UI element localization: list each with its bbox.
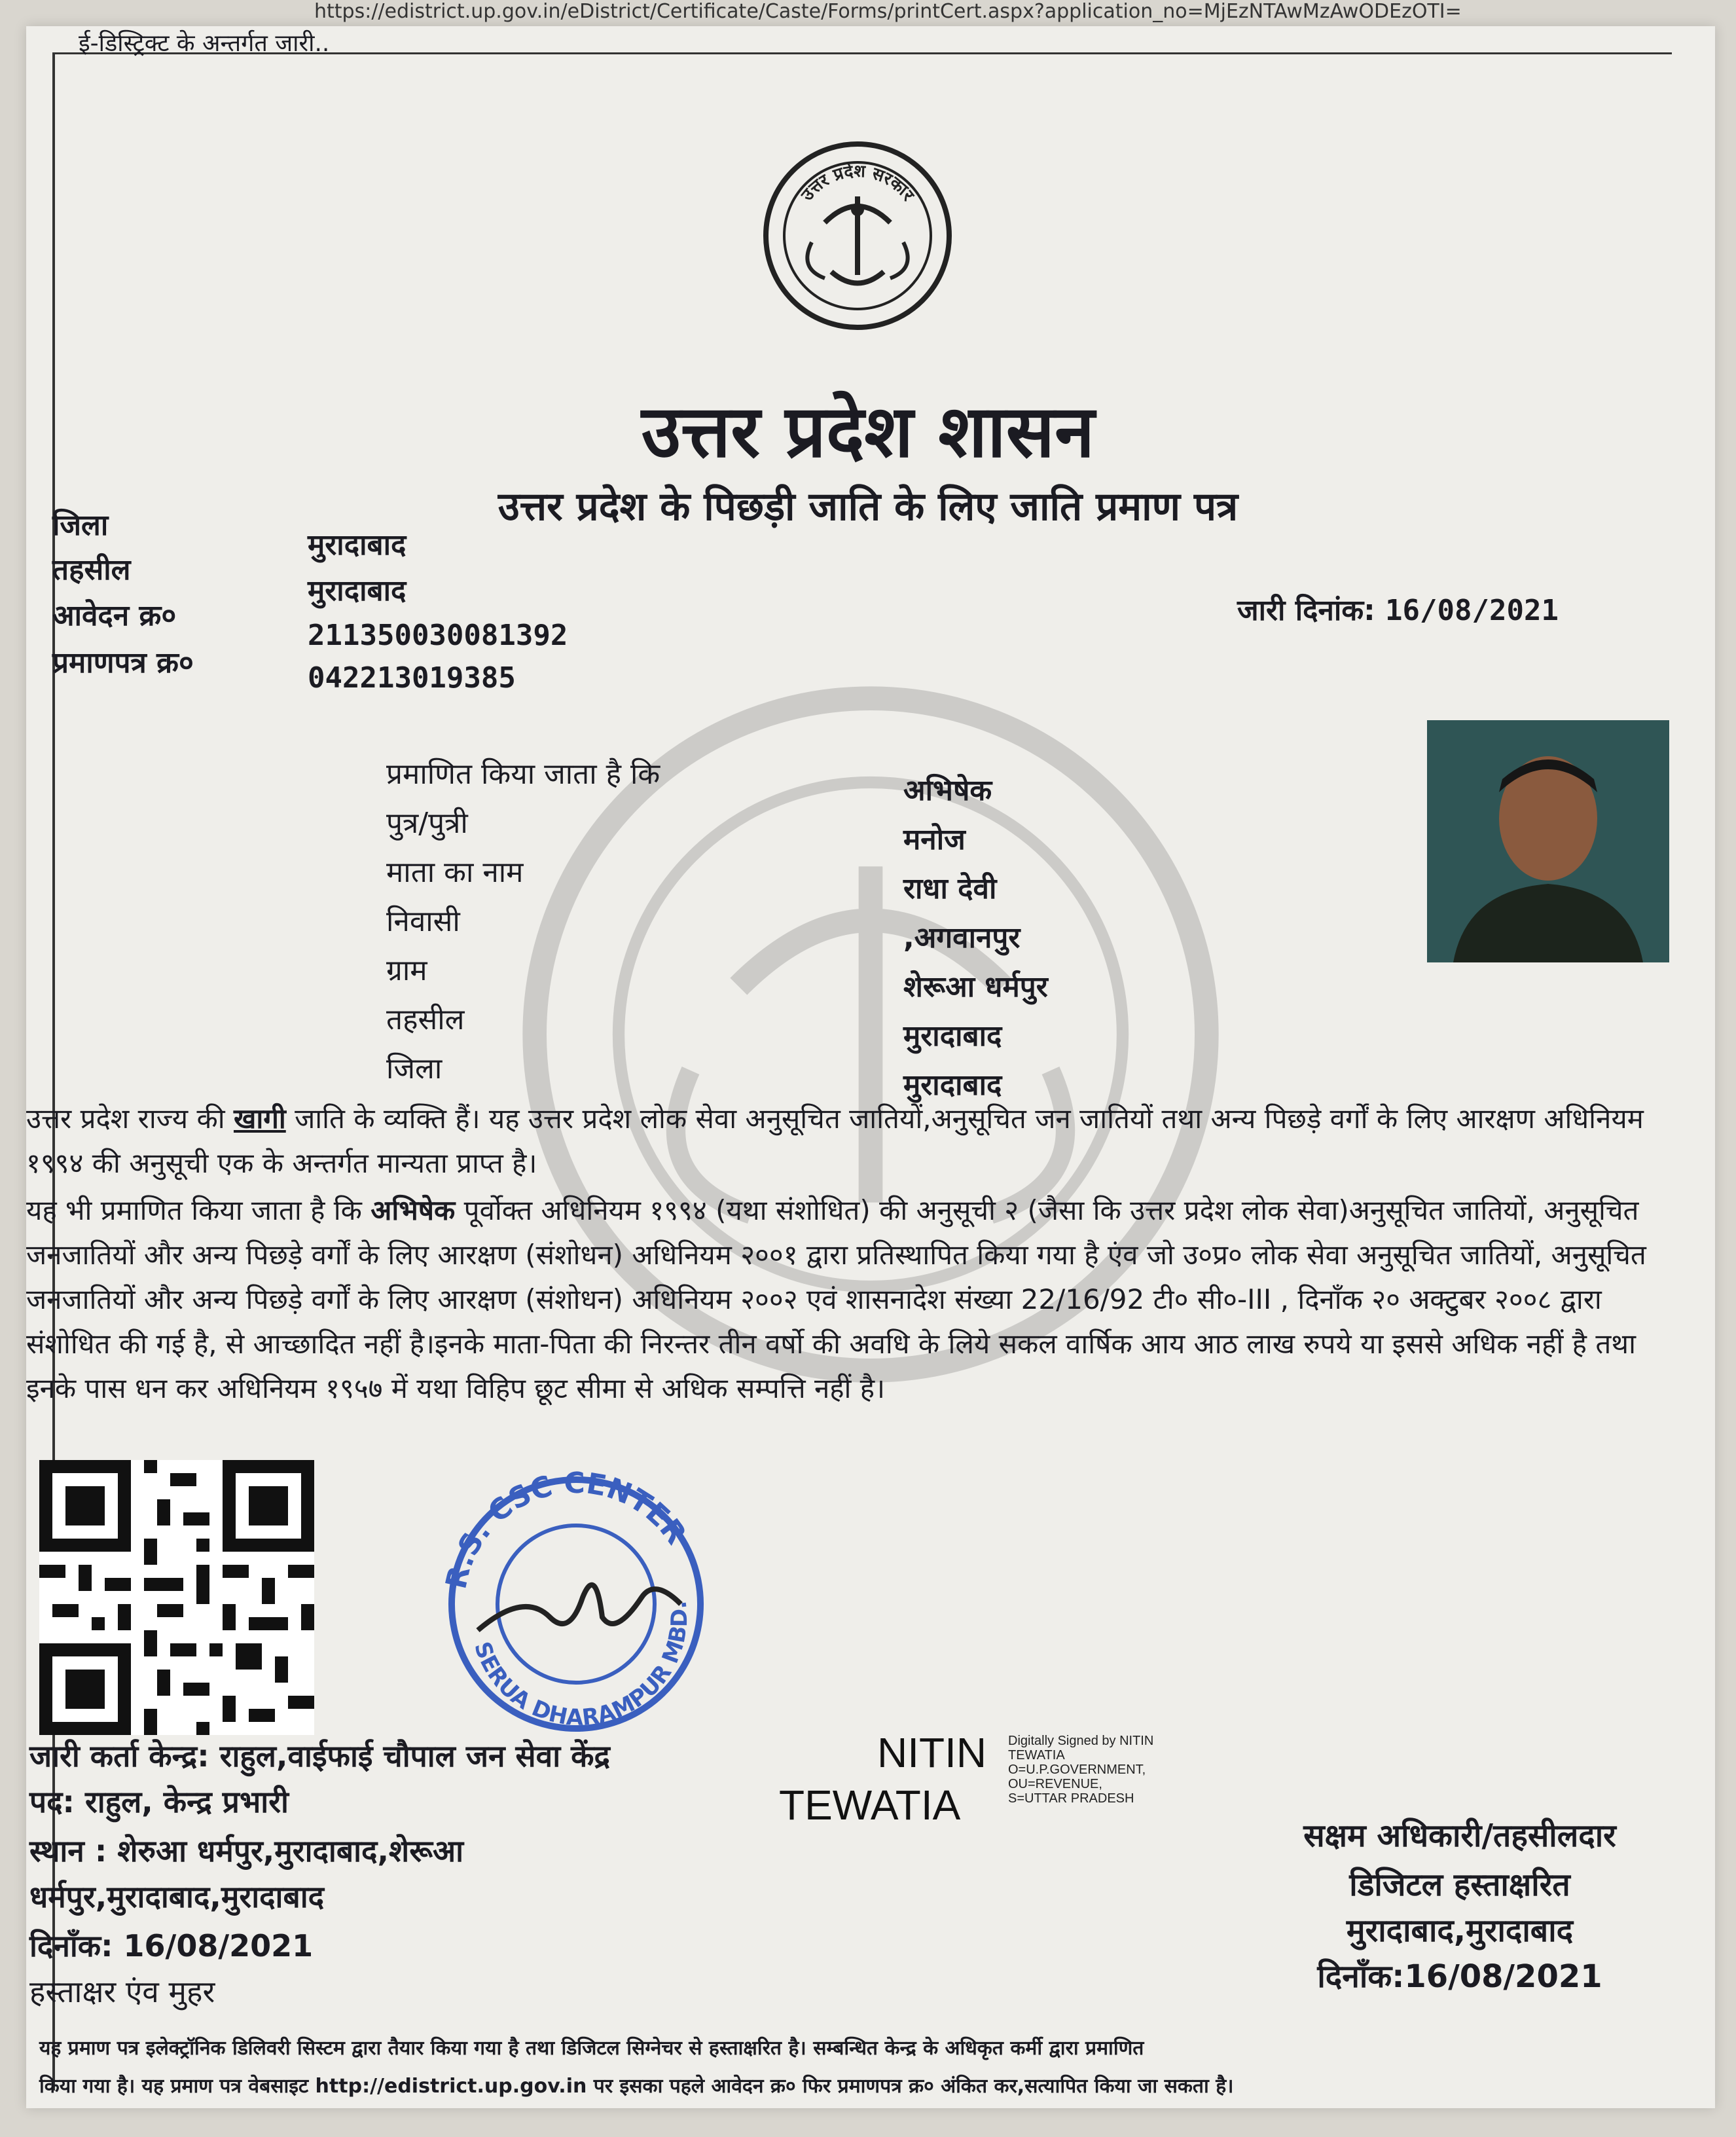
tehsil-label: तहसील [386, 1003, 465, 1036]
district-label: जिला [386, 1052, 443, 1086]
issuer-place-line1: स्थान : शेरुआ धर्मपुर,मुरादाबाद,शेरूआ [29, 1833, 463, 1869]
para2-end: पूर्वोक्त अधिनियम १९९४ (यथा संशोधित) की अनुसूची २ (जैसा कि उत्तर प्रदेश लोक सेवा)अनुसूचित जातियों, अनुसूचित जनजातियों और अन्य पिछड़े वर्गों के लिए आरक्षण (संशोधन) अधिनियम २००१ द्वारा प्रतिस्थापित किया गया है एंव जो उ०प्र० लोक सेवा अनुसूचित जातियों, अनुसूचित जनजातियों और अन्य पिछड़े वर्गों के लिए आरक्षण (संशोधन) अधिनियम २००२ एवं शासनादेश संख्या 22/16/92 टी० सी०-III , दिनाँक २० अक्टुबर २००८ द्वारा संशोधित की गई है, से आच्छादित नहीं है।इनके माता-पिता की निरन्तर तीन वर्षो की अवधि के लिये सकल वार्षिक आय आठ लाख रुपये या इससे अधिक नहीं है तथा इनके पास धन कर अधिनियम १९५७ में यथा विहिप छूट सीमा से अधिक सम्पत्ति नहीं है। [26, 1194, 1646, 1404]
authority-place: मुरादाबाद,मुरादाबाद [1346, 1912, 1574, 1949]
csc-center-stamp [419, 1467, 733, 1742]
applicant-photo [1427, 720, 1669, 962]
meta-tehsil-value: मुरादाबाद [308, 574, 407, 608]
meta-certificate-value: 042213019385 [308, 661, 516, 695]
meta-certificate-label: प्रमाणपत्र क्र० [52, 646, 194, 680]
stamp-top-text: R.S. CSC CENTER [439, 1467, 693, 1592]
certified-value: अभिषेक [903, 774, 992, 807]
resident-label: निवासी [386, 905, 460, 938]
digital-signature [779, 1728, 1237, 1859]
footer-note-line1: यह प्रमाण पत्र इलेक्ट्रॉनिक डिलिवरी सिस्टम द्वारा तैयार किया गया है तथा डिजिटल सिग्नेचर से हस्ताक्षरित है। सम्बन्धित केन्द्र के अधिकृत कर्मी द्वारा प्रमाणित [39, 2037, 1144, 2060]
certificate-subtitle: उत्तर प्रदेश के पिछड़ी जाति के लिए जाति प्रमाण पत्र [497, 484, 1239, 530]
para2-start: यह भी प्रमाणित किया जाता है कि [26, 1194, 362, 1226]
village-value: शेरूआ धर्मपुर [903, 970, 1048, 1004]
issue-date-label: जारी दिनांक: [1237, 594, 1375, 627]
issued-under-note: ई-डिस्ट्रिक्ट के अन्तर्गत जारी.. [79, 30, 330, 57]
meta-application-value: 211350030081392 [308, 619, 568, 652]
resident-value: ,अगवानपुर [903, 921, 1021, 955]
footer-note [39, 2030, 1663, 2106]
svg-text:R.S. CSC CENTER [421, 1467, 696, 1598]
district-value: मुरादाबाद [903, 1068, 1002, 1102]
mother-value: राधा देवी [903, 872, 997, 905]
paragraph-exclusion [26, 1188, 1663, 1411]
meta-district-label: जिला [52, 509, 109, 542]
footer-note-line2: किया गया है। यह प्रमाण पत्र वेबसाइट http://edistrict.up.gov.in पर इसका पहले आवेदन क्र० फिर प्रमाणपत्र क्र० अंकित कर,सत्यापित किया जा सकता है। [39, 2075, 1234, 2098]
para1-start: उत्तर प्रदेश राज्य की [26, 1103, 225, 1135]
dsig-line-3: O=U.P.GOVERNMENT, [1008, 1763, 1146, 1777]
issuer-date: दिनाँक: 16/08/2021 [29, 1928, 314, 1963]
emblem-text: उत्तर प्रदेश सरकार [797, 161, 918, 205]
authority-title: सक्षम अधिकारी/तहसीलदार [1303, 1817, 1616, 1854]
issuer-sign-seal: हस्ताक्षर एंव मुहर [29, 1974, 215, 2009]
page-title: उत्तर प्रदेश शासन [641, 390, 1095, 473]
authority-signed: डिजिटल हस्ताक्षरित [1349, 1867, 1570, 1903]
issuer-post: पद: राहुल, केन्द्र प्रभारी [29, 1784, 289, 1819]
dsig-line-4: OU=REVENUE, [1008, 1777, 1102, 1791]
paragraph-caste [26, 1097, 1663, 1186]
mother-label: माता का नाम [386, 856, 524, 889]
issue-date [1237, 589, 1559, 629]
authority-date: दिनाँक:16/08/2021 [1317, 1958, 1602, 1995]
signer-first-name: NITIN [877, 1729, 987, 1776]
tehsil-value: मुरादाबाद [903, 1019, 1002, 1053]
issuer-center: जारी कर्ता केन्द्र: राहुल,वाईफाई चौपाल जन सेवा केंद्र [29, 1738, 610, 1774]
son-value: मनोज [903, 823, 966, 856]
svg-text:SERUA DHARAMPUR MBD. [468, 1597, 714, 1742]
issuer-place-line2: धर्मपुर,मुरादाबाद,मुरादाबाद [29, 1879, 325, 1914]
meta-application-label: आवेदन क्र० [52, 599, 177, 632]
dsig-line-1: Digitally Signed by NITIN [1008, 1734, 1154, 1748]
village-label: ग्राम [386, 954, 427, 987]
dsig-line-2: TEWATIA [1008, 1748, 1065, 1763]
meta-tehsil-label: तहसील [52, 553, 131, 587]
meta-district-value: मुरादाबाद [308, 528, 407, 562]
stamp-bottom-text: SERUA DHARAMPUR MBD. [469, 1599, 693, 1731]
para1-end: जाति के व्यक्ति हैं। यह उत्तर प्रदेश लोक सेवा अनुसूचित जातियों,अनुसूचित जन जातियों तथा अन्य पिछड़े वर्गों के लिए आरक्षण अधिनियम १९९४ की अनुसूची एक के अन्तर्गत मान्यता प्राप्त है। [26, 1103, 1644, 1179]
up-government-emblem-icon [759, 137, 956, 334]
certified-label: प्रमाणित किया जाता है कि [386, 758, 660, 791]
applicant-name: अभिषेक [371, 1194, 456, 1226]
signer-last-name: TEWATIA [779, 1781, 961, 1829]
dsig-line-5: S=UTTAR PRADESH [1008, 1791, 1134, 1806]
issue-date-value: 16/08/2021 [1385, 594, 1559, 627]
qr-code [39, 1460, 314, 1735]
son-label: पुत्र/पुत्री [386, 807, 468, 840]
caste-name: खागी [233, 1103, 286, 1135]
browser-url: https://edistrict.up.gov.in/eDistrict/Certificate/Caste/Forms/printCert.aspx?application_no=MjEzNTAwMzAwODEzOTI= [314, 0, 1462, 23]
